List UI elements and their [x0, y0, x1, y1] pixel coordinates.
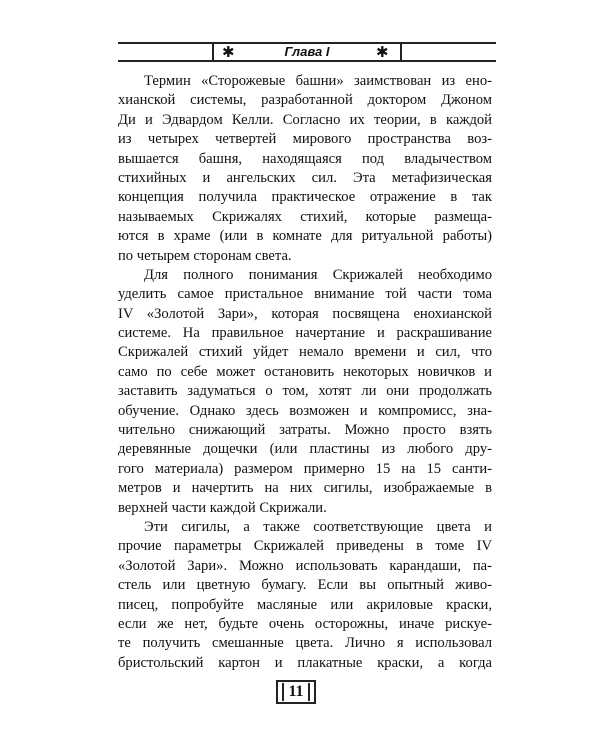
paragraph	[118, 266, 492, 518]
text-line: если же нет, будьте очень осторожны, иначе рискуе-	[118, 615, 492, 632]
text-line: само по себе может остановить некоторых новичков и	[118, 363, 492, 380]
header-bottom-rule	[118, 60, 496, 62]
text-line: чительно снижающий затраты. Можно просто взять	[118, 422, 492, 439]
body-text	[118, 72, 492, 673]
paragraph	[118, 72, 492, 266]
text-line: Для полного понимания Скрижалей необходимо	[144, 266, 492, 283]
asterisk-ornament-icon: ✱	[376, 43, 389, 61]
text-line: «Золотой Зари». Можно использовать карандаши, па-	[118, 557, 492, 574]
text-line: стихийных и ангельских сил. Эта метафизическая	[118, 169, 492, 186]
running-header	[118, 42, 496, 64]
text-line: деревянные дощечки (или пластины из любого дру-	[118, 441, 492, 458]
text-line: уделить самое пристальное внимание той части тома	[118, 286, 492, 303]
text-line: стель или цветную бумагу. Если вы опытный живо-	[118, 577, 492, 594]
text-line: хианской системы, разработанной доктором Джоном	[118, 92, 492, 109]
text-line: ются в храме (или в комнате для ритуальной работы)	[118, 228, 492, 245]
text-line: те получить смешанные цвета. Лично я использовал	[118, 635, 492, 652]
text-line: системе. На правильное начертание и раскрашивание	[118, 325, 492, 342]
text-line: заставить задуматься о том, хотят ли они продолжать	[118, 383, 492, 400]
text-line: Скрижалей стихий уйдет немало времени и сил, что	[118, 344, 492, 361]
asterisk-ornament-icon: ✱	[222, 43, 235, 61]
text-line: Термин «Сторожевые башни» заимствован из ено-	[144, 73, 492, 89]
text-line: по четырем сторонам света.	[118, 247, 292, 264]
text-line: Эти сигилы, а также соответствующие цвета и	[144, 518, 492, 535]
text-line: из четырех четвертей мирового пространства воз-	[118, 131, 492, 148]
text-line: гого материала) размером примерно 15 на 15 санти-	[118, 460, 492, 477]
text-line: концепция получила практическое отражение в так	[118, 189, 492, 206]
text-line: IV «Золотой Зари», которая посвящена енохианской	[118, 305, 492, 322]
chapter-title: Глава I	[284, 44, 330, 59]
paragraph	[118, 518, 492, 673]
text-line: называемых Скрижалях стихий, которые размеща-	[118, 208, 492, 225]
text-line: писец, попробуйте масляные или акриловые краски,	[118, 596, 492, 613]
text-line: обучение. Однако здесь возможен и компромисс, зна-	[118, 402, 492, 419]
page-number: 11	[282, 683, 309, 701]
text-line: прочие параметры Скрижалей приведены в томе IV	[118, 538, 492, 555]
text-line: бристольский картон и плакатные краски, а когда	[118, 654, 492, 671]
text-line: вышается башня, находящаяся под владычеством	[118, 150, 492, 167]
page-number-box	[276, 680, 316, 704]
text-line: верхней части каждой Скрижали.	[118, 499, 327, 516]
text-line: метров и начертить на них сигилы, изображаемые в	[118, 480, 492, 497]
text-line: Ди и Эдвардом Келли. Согласно их теории, в каждой	[118, 111, 492, 128]
